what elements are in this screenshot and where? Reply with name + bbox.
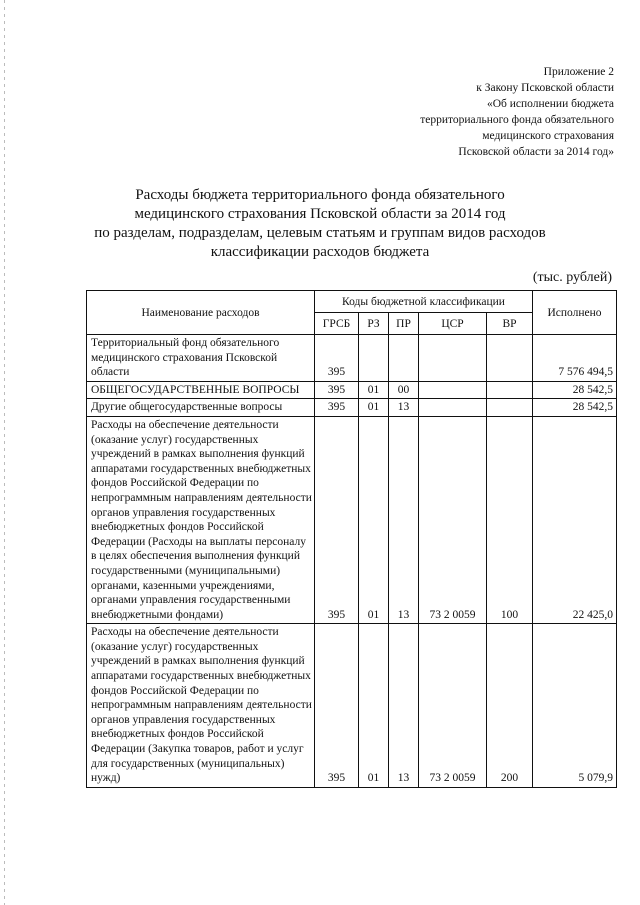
row-executed: 5 079,9 xyxy=(533,624,617,788)
row-grbs: 395 xyxy=(315,624,359,788)
scan-edge-line xyxy=(4,0,5,905)
header-vr: ВР xyxy=(487,313,533,335)
row-name: Территориальный фонд обязательного медицинского страхования Псковской области xyxy=(87,335,315,382)
row-vr xyxy=(487,399,533,417)
title-line: по разделам, подразделам, целевым статьям и группам видов расходов xyxy=(94,225,546,241)
row-grbs: 395 xyxy=(315,335,359,382)
row-csr xyxy=(419,381,487,399)
document-title xyxy=(80,186,560,262)
appendix-line: Приложение 2 xyxy=(543,66,614,78)
appendix-line: Псковской области за 2014 год» xyxy=(458,146,614,158)
row-csr: 73 2 0059 xyxy=(419,624,487,788)
row-rz: 01 xyxy=(359,399,389,417)
row-csr xyxy=(419,399,487,417)
row-rz xyxy=(359,335,389,382)
appendix-line: медицинского страхования xyxy=(482,130,614,142)
row-grbs: 395 xyxy=(315,381,359,399)
table-row xyxy=(87,624,617,788)
row-rz: 01 xyxy=(359,381,389,399)
table-row xyxy=(87,381,617,399)
row-name: ОБЩЕГОСУДАРСТВЕННЫЕ ВОПРОСЫ xyxy=(87,381,315,399)
row-vr: 200 xyxy=(487,624,533,788)
header-grbs: ГРСБ xyxy=(315,313,359,335)
header-csr: ЦСР xyxy=(419,313,487,335)
appendix-line: территориального фонда обязательного xyxy=(420,114,614,126)
title-line: Расходы бюджета территориального фонда обязательного xyxy=(135,187,505,203)
row-grbs: 395 xyxy=(315,399,359,417)
title-line: классификации расходов бюджета xyxy=(210,244,430,260)
appendix-line: к Закону Псковской области xyxy=(476,82,614,94)
appendix-note xyxy=(420,64,614,160)
header-rz: РЗ xyxy=(359,313,389,335)
row-vr: 100 xyxy=(487,416,533,623)
table-row xyxy=(87,399,617,417)
header-codes-group: Коды бюджетной классификации xyxy=(315,291,533,313)
table-row xyxy=(87,335,617,382)
row-pr: 13 xyxy=(389,624,419,788)
row-rz: 01 xyxy=(359,416,389,623)
row-executed: 22 425,0 xyxy=(533,416,617,623)
row-vr xyxy=(487,381,533,399)
header-executed: Исполнено xyxy=(533,291,617,335)
row-pr: 13 xyxy=(389,416,419,623)
row-pr: 00 xyxy=(389,381,419,399)
row-executed: 28 542,5 xyxy=(533,399,617,417)
header-name: Наименование расходов xyxy=(87,291,315,335)
row-name: Другие общегосударственные вопросы xyxy=(87,399,315,417)
budget-table xyxy=(86,290,617,788)
title-line: медицинского страхования Псковской области за 2014 год xyxy=(134,206,506,222)
units-label: (тыс. рублей) xyxy=(532,270,612,285)
row-csr: 73 2 0059 xyxy=(419,416,487,623)
row-vr xyxy=(487,335,533,382)
row-name: Расходы на обеспечение деятельности (оказание услуг) государственных учреждений в рамках выполнения функций аппаратами государственных внебюджетных фондов Российской Федерации по непрограммным направлениям деятельности органов управления государственных внебюджетных фондов Российской Федерации (Закупка товаров, работ и услуг для государственных (муниципальных) нужд) xyxy=(87,624,315,788)
row-executed: 7 576 494,5 xyxy=(533,335,617,382)
row-grbs: 395 xyxy=(315,416,359,623)
table-row xyxy=(87,416,617,623)
row-pr xyxy=(389,335,419,382)
row-name: Расходы на обеспечение деятельности (оказание услуг) государственных учреждений в рамках выполнения функций аппаратами государственных внебюджетных фондов Российской Федерации по непрограммным направлениям деятельности органов управления государственных внебюджетных фондов Российской Федерации (Расходы на выплаты персоналу в целях обеспечения выполнения функций государственными (муниципальными) органами, казенными учреждениями, органами управления государственными внебюджетными фондами) xyxy=(87,416,315,623)
header-row xyxy=(87,291,617,313)
appendix-line: «Об исполнении бюджета xyxy=(486,98,614,110)
header-pr: ПР xyxy=(389,313,419,335)
row-executed: 28 542,5 xyxy=(533,381,617,399)
row-pr: 13 xyxy=(389,399,419,417)
row-rz: 01 xyxy=(359,624,389,788)
row-csr xyxy=(419,335,487,382)
